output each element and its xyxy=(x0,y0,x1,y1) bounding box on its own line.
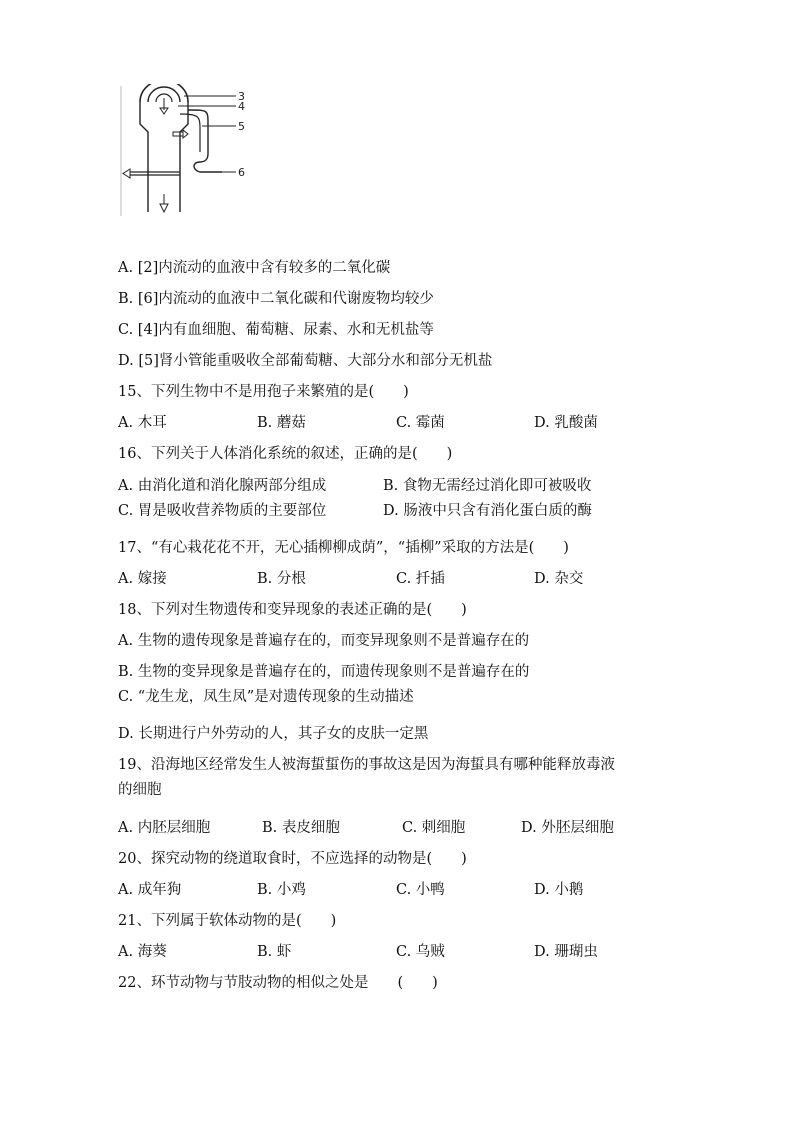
q14-option-d: D. [5]肾小管能重吸收全部葡萄糖、大部分水和部分无机盐 xyxy=(118,353,493,369)
q18-stem: 18、下列对生物遗传和变异现象的表述正确的是( ) xyxy=(118,602,467,618)
q16-option-a: A. 由消化道和消化腺两部分组成 xyxy=(118,478,327,494)
q14-option-a: A. [2]内流动的血液中含有较多的二氧化碳 xyxy=(118,260,391,276)
figure-label-3: 3 xyxy=(238,90,245,103)
figure-label-4: 4 xyxy=(238,100,245,113)
q18-option-c: C. “龙生龙，凤生凤”是对遗传现象的生动描述 xyxy=(118,689,414,705)
q14-option-c: C. [4]内有血细胞、葡萄糖、尿素、水和无机盐等 xyxy=(118,322,434,338)
q21-option-b: B. 虾 xyxy=(257,944,292,960)
q15-stem: 15、下列生物中不是用孢子来繁殖的是( ) xyxy=(118,384,409,400)
q18-option-b: B. 生物的变异现象是普遍存在的，而遗传现象则不是普遍存在的 xyxy=(118,664,530,680)
q18-option-a: A. 生物的遗传现象是普遍存在的，而变异现象则不是普遍存在的 xyxy=(118,633,530,649)
q15-option-a: A. 木耳 xyxy=(118,415,167,431)
q21-stem: 21、下列属于软体动物的是( ) xyxy=(118,913,337,929)
q21-option-d: D. 珊瑚虫 xyxy=(534,944,598,960)
q21-option-c: C. 乌贼 xyxy=(396,944,445,960)
q19-option-a: A. 内胚层细胞 xyxy=(118,820,211,836)
q17-option-d: D. 杂交 xyxy=(534,571,584,587)
q22-stem: 22、环节动物与节肢动物的相似之处是 ( ) xyxy=(118,975,438,991)
q16-option-c: C. 胃是吸收营养物质的主要部位 xyxy=(118,503,327,519)
q20-option-b: B. 小鸡 xyxy=(257,882,306,898)
q15-option-d: D. 乳酸菌 xyxy=(534,415,598,431)
q19-option-c: C. 刺细胞 xyxy=(402,820,466,836)
q16-option-b: B. 食物无需经过消化即可被吸收 xyxy=(383,478,592,494)
q16-option-d: D. 肠液中只含有消化蛋白质的酶 xyxy=(383,503,592,519)
q17-option-c: C. 扦插 xyxy=(396,571,445,587)
q18-option-d: D. 长期进行户外劳动的人，其子女的皮肤一定黑 xyxy=(118,726,429,742)
q16-stem: 16、下列关于人体消化系统的叙述，正确的是( ) xyxy=(118,446,453,462)
figure-label-5: 5 xyxy=(238,120,245,133)
q15-option-b: B. 蘑菇 xyxy=(257,415,306,431)
q17-option-b: B. 分根 xyxy=(257,571,306,587)
q17-option-a: A. 嫁接 xyxy=(118,571,167,587)
q14-option-b: B. [6]内流动的血液中二氧化碳和代谢废物均较少 xyxy=(118,291,434,307)
q20-option-c: C. 小鸭 xyxy=(396,882,445,898)
figure-label-6: 6 xyxy=(238,166,245,179)
q20-stem: 20、探究动物的绕道取食时，不应选择的动物是( ) xyxy=(118,851,467,867)
q19-stem-line2: 的细胞 xyxy=(118,782,162,798)
q20-option-a: A. 成年狗 xyxy=(118,882,182,898)
q17-stem: 17、“有心栽花花不开，无心插柳柳成荫”，“插柳”采取的方法是( ) xyxy=(118,540,569,556)
nephron-diagram-svg xyxy=(118,84,258,218)
nephron-diagram xyxy=(118,84,258,218)
q19-stem-line1: 19、沿海地区经常发生人被海蜇蜇伤的事故这是因为海蜇具有哪种能释放毒液 xyxy=(118,757,615,773)
q20-option-d: D. 小鹅 xyxy=(534,882,584,898)
q19-option-b: B. 表皮细胞 xyxy=(262,820,340,836)
q15-option-c: C. 霉菌 xyxy=(396,415,445,431)
q19-option-d: D. 外胚层细胞 xyxy=(521,820,614,836)
q21-option-a: A. 海葵 xyxy=(118,944,167,960)
